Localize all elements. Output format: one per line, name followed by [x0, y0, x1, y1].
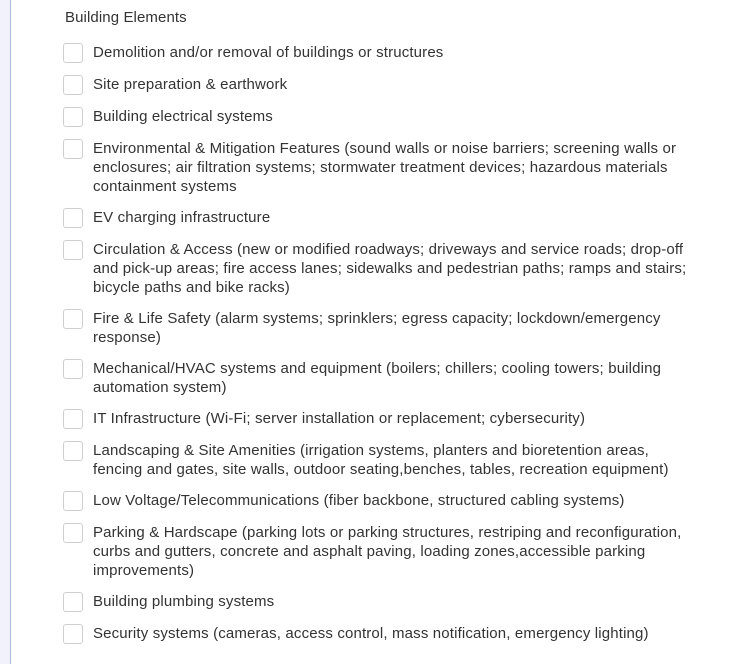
option-parking-hardscape[interactable]	[65, 523, 715, 580]
option-label: IT Infrastructure (Wi-Fi; server installation or replacement; cybersecurity)	[93, 410, 586, 427]
option-label: Landscaping & Site Amenities (irrigation systems, planters and bioretention areas, fencing and gates, site walls, outdoor seating,benches, tables, recreation equipment)	[93, 442, 669, 478]
option-site-preparation[interactable]	[65, 75, 715, 95]
checkbox[interactable]	[63, 208, 83, 228]
checkbox-list	[65, 43, 715, 644]
option-label: Building plumbing systems	[93, 593, 275, 610]
checkbox[interactable]	[63, 75, 83, 95]
checkbox[interactable]	[63, 592, 83, 612]
building-elements-section	[65, 9, 715, 656]
checkbox[interactable]	[63, 139, 83, 159]
option-label: Environmental & Mitigation Features (sound walls or noise barriers; screening walls or enclosures; air filtration systems; stormwater treatment devices; hazardous materials containment systems	[93, 140, 677, 195]
left-sidebar-strip	[0, 0, 10, 664]
option-label: Circulation & Access (new or modified roadways; driveways and service roads; drop-off and pick-up areas; fire access lanes; sidewalks and pedestrian paths; ramps and stairs; bicycle paths and bike racks)	[93, 241, 687, 296]
option-fire-life-safety[interactable]	[65, 309, 715, 347]
option-security-systems[interactable]	[65, 624, 715, 644]
option-demolition[interactable]	[65, 43, 715, 63]
checkbox[interactable]	[63, 359, 83, 379]
checkbox[interactable]	[63, 107, 83, 127]
option-label: Security systems (cameras, access control, mass notification, emergency lighting)	[93, 625, 649, 642]
section-title: Building Elements	[65, 9, 187, 26]
option-label: Demolition and/or removal of buildings or structures	[93, 44, 444, 61]
option-label: Building electrical systems	[93, 108, 273, 125]
option-label: EV charging infrastructure	[93, 209, 271, 226]
option-electrical-systems[interactable]	[65, 107, 715, 127]
checkbox[interactable]	[63, 624, 83, 644]
option-circulation-access[interactable]	[65, 240, 715, 297]
option-label: Fire & Life Safety (alarm systems; sprinklers; egress capacity; lockdown/emergency response)	[93, 310, 661, 346]
option-label: Mechanical/HVAC systems and equipment (boilers; chillers; cooling towers; building automation system)	[93, 360, 662, 396]
option-label: Parking & Hardscape (parking lots or parking structures, restriping and reconfiguration, curbs and gutters, concrete and asphalt paving, loading zones,accessible parking improvements)	[93, 524, 682, 579]
option-landscaping[interactable]	[65, 441, 715, 479]
option-mechanical-hvac[interactable]	[65, 359, 715, 397]
checkbox[interactable]	[63, 441, 83, 461]
option-low-voltage[interactable]	[65, 491, 715, 511]
option-plumbing-systems[interactable]	[65, 592, 715, 612]
checkbox[interactable]	[63, 491, 83, 511]
option-it-infrastructure[interactable]	[65, 409, 715, 429]
option-label: Low Voltage/Telecommunications (fiber backbone, structured cabling systems)	[93, 492, 625, 509]
left-divider	[10, 0, 11, 664]
option-environmental-mitigation[interactable]	[65, 139, 715, 196]
checkbox[interactable]	[63, 43, 83, 63]
checkbox[interactable]	[63, 240, 83, 260]
checkbox[interactable]	[63, 523, 83, 543]
option-label: Site preparation & earthwork	[93, 76, 288, 93]
option-ev-charging[interactable]	[65, 208, 715, 228]
checkbox[interactable]	[63, 409, 83, 429]
checkbox[interactable]	[63, 309, 83, 329]
